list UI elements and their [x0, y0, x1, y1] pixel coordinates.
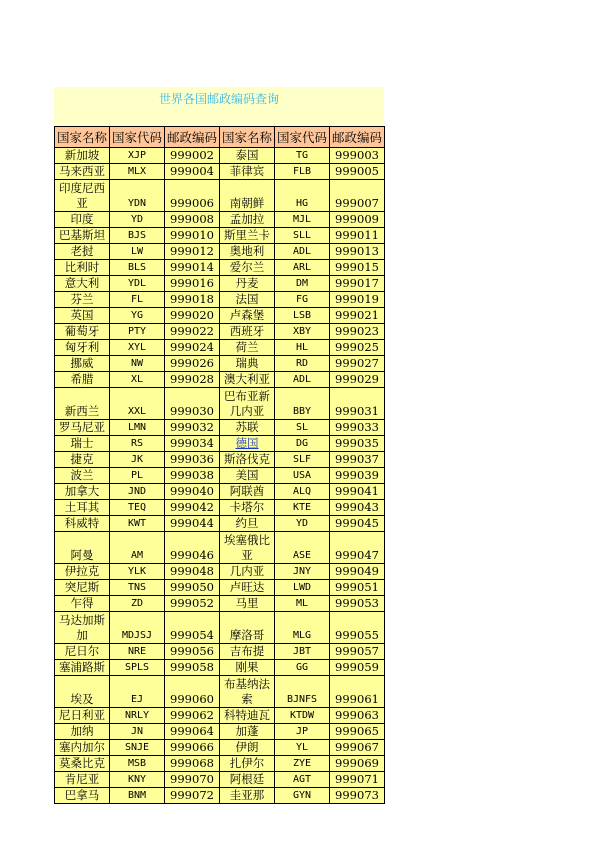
postal-code-cell: 999034 [165, 436, 220, 452]
table-row [55, 516, 385, 532]
country-code-cell: SLL [275, 228, 330, 244]
country-name-cell[interactable]: 德国 [220, 436, 275, 452]
country-name-cell: 苏联 [220, 420, 275, 436]
postal-code-cell: 999028 [165, 372, 220, 388]
country-name-cell: 奥地利 [220, 244, 275, 260]
country-name-cell: 科特迪瓦 [220, 708, 275, 724]
spreadsheet [54, 87, 384, 804]
table-row [55, 356, 385, 372]
country-code-cell: YLK [110, 564, 165, 580]
postal-code-cell: 999047 [330, 532, 385, 564]
country-name-cell: 土耳其 [55, 500, 110, 516]
country-name-cell: 新加坡 [55, 148, 110, 164]
postal-code-cell: 999002 [165, 148, 220, 164]
country-name-cell: 吉布提 [220, 644, 275, 660]
country-name-cell: 巴拿马 [55, 788, 110, 804]
table-row [55, 484, 385, 500]
table-row [55, 228, 385, 244]
country-name-cell: 比利时 [55, 260, 110, 276]
country-code-cell: XBY [275, 324, 330, 340]
postal-code-cell: 999066 [165, 740, 220, 756]
postal-code-cell: 999014 [165, 260, 220, 276]
country-code-cell: MLG [275, 612, 330, 644]
postal-code-cell: 999058 [165, 660, 220, 676]
postal-code-cell: 999011 [330, 228, 385, 244]
country-name-cell: 肯尼亚 [55, 772, 110, 788]
table-row [55, 292, 385, 308]
country-code-cell: SLF [275, 452, 330, 468]
country-code-cell: GYN [275, 788, 330, 804]
country-name-cell: 英国 [55, 308, 110, 324]
postal-code-cell: 999007 [330, 180, 385, 212]
postal-code-cell: 999022 [165, 324, 220, 340]
postal-code-cell: 999012 [165, 244, 220, 260]
country-name-cell: 波兰 [55, 468, 110, 484]
country-code-cell: TEQ [110, 500, 165, 516]
country-code-cell: ALQ [275, 484, 330, 500]
postal-code-cell: 999059 [330, 660, 385, 676]
postal-code-cell: 999063 [330, 708, 385, 724]
postal-code-cell: 999041 [330, 484, 385, 500]
postal-code-cell: 999068 [165, 756, 220, 772]
postal-code-cell: 999072 [165, 788, 220, 804]
header-country-code-2: 国家代码 [275, 127, 330, 148]
country-code-cell: ARL [275, 260, 330, 276]
postal-code-cell: 999042 [165, 500, 220, 516]
country-name-cell: 突尼斯 [55, 580, 110, 596]
table-row [55, 436, 385, 452]
country-name-cell: 卡塔尔 [220, 500, 275, 516]
country-name-cell: 爱尔兰 [220, 260, 275, 276]
country-name-cell: 约旦 [220, 516, 275, 532]
country-name-cell: 卢森堡 [220, 308, 275, 324]
country-code-cell: KTE [275, 500, 330, 516]
country-code-cell: MJL [275, 212, 330, 228]
postal-code-cell: 999060 [165, 676, 220, 708]
country-name-cell: 马里 [220, 596, 275, 612]
table-row [55, 308, 385, 324]
table-row [55, 468, 385, 484]
country-code-cell: YD [275, 516, 330, 532]
table-row [55, 564, 385, 580]
postal-code-cell: 999020 [165, 308, 220, 324]
country-code-cell: XXL [110, 388, 165, 420]
country-code-cell: SNJE [110, 740, 165, 756]
table-row [55, 276, 385, 292]
country-name-cell: 刚果 [220, 660, 275, 676]
postal-code-cell: 999024 [165, 340, 220, 356]
country-name-cell: 意大利 [55, 276, 110, 292]
postal-code-cell: 999005 [330, 164, 385, 180]
title-row [54, 87, 384, 108]
country-code-cell: NRLY [110, 708, 165, 724]
table-row [55, 708, 385, 724]
table-row [55, 324, 385, 340]
postal-code-cell: 999065 [330, 724, 385, 740]
postal-code-cell: 999044 [165, 516, 220, 532]
country-name-cell: 埃及 [55, 676, 110, 708]
country-name-cell: 美国 [220, 468, 275, 484]
postal-code-cell: 999045 [330, 516, 385, 532]
table-row [55, 580, 385, 596]
postal-code-cell: 999071 [330, 772, 385, 788]
country-name-cell: 老挝 [55, 244, 110, 260]
country-name-cell: 丹麦 [220, 276, 275, 292]
country-name-cell: 塞浦路斯 [55, 660, 110, 676]
postal-code-table [54, 126, 385, 804]
country-code-cell: ZYE [275, 756, 330, 772]
country-code-cell: YD [110, 212, 165, 228]
country-name-cell: 埃塞俄比亚 [220, 532, 275, 564]
postal-code-cell: 999027 [330, 356, 385, 372]
country-name-cell: 印度 [55, 212, 110, 228]
postal-code-cell: 999062 [165, 708, 220, 724]
country-name-cell: 法国 [220, 292, 275, 308]
country-code-cell: ZD [110, 596, 165, 612]
postal-code-cell: 999052 [165, 596, 220, 612]
blank-row [54, 108, 384, 126]
postal-code-cell: 999035 [330, 436, 385, 452]
country-code-cell: HG [275, 180, 330, 212]
postal-code-cell: 999040 [165, 484, 220, 500]
country-code-cell: TG [275, 148, 330, 164]
country-name-cell: 斯里兰卡 [220, 228, 275, 244]
country-code-cell: AGT [275, 772, 330, 788]
postal-code-cell: 999026 [165, 356, 220, 372]
country-code-cell: DM [275, 276, 330, 292]
country-name-cell: 瑞典 [220, 356, 275, 372]
header-row [55, 127, 385, 148]
postal-code-cell: 999004 [165, 164, 220, 180]
table-row [55, 420, 385, 436]
country-code-cell: ADL [275, 372, 330, 388]
postal-code-cell: 999046 [165, 532, 220, 564]
postal-code-cell: 999055 [330, 612, 385, 644]
country-name-cell: 西班牙 [220, 324, 275, 340]
table-row [55, 772, 385, 788]
country-name-cell: 芬兰 [55, 292, 110, 308]
postal-code-cell: 999048 [165, 564, 220, 580]
country-code-cell: PL [110, 468, 165, 484]
postal-code-cell: 999061 [330, 676, 385, 708]
country-name-cell: 匈牙利 [55, 340, 110, 356]
country-code-cell: YL [275, 740, 330, 756]
country-code-cell: XYL [110, 340, 165, 356]
country-code-cell: JP [275, 724, 330, 740]
postal-code-cell: 999039 [330, 468, 385, 484]
country-code-cell: BNM [110, 788, 165, 804]
table-row [55, 596, 385, 612]
country-name-cell: 莫桑比克 [55, 756, 110, 772]
country-code-cell: JBT [275, 644, 330, 660]
country-code-cell: YG [110, 308, 165, 324]
country-code-cell: DG [275, 436, 330, 452]
country-code-cell: YDL [110, 276, 165, 292]
country-code-cell: JK [110, 452, 165, 468]
country-code-cell: BBY [275, 388, 330, 420]
country-name-cell: 塞内加尔 [55, 740, 110, 756]
postal-code-cell: 999016 [165, 276, 220, 292]
postal-code-cell: 999070 [165, 772, 220, 788]
country-code-cell: LW [110, 244, 165, 260]
table-row [55, 788, 385, 804]
postal-code-cell: 999031 [330, 388, 385, 420]
country-name-cell: 孟加拉 [220, 212, 275, 228]
table-row [55, 244, 385, 260]
table-body [55, 148, 385, 804]
postal-code-cell: 999009 [330, 212, 385, 228]
country-name-cell: 印度尼西亚 [55, 180, 110, 212]
table-row [55, 164, 385, 180]
country-code-cell: SL [275, 420, 330, 436]
country-code-cell: USA [275, 468, 330, 484]
country-name-cell: 科威特 [55, 516, 110, 532]
country-name-cell: 布基纳法索 [220, 676, 275, 708]
country-name-cell: 荷兰 [220, 340, 275, 356]
country-code-cell: BJS [110, 228, 165, 244]
table-row [55, 372, 385, 388]
postal-code-cell: 999033 [330, 420, 385, 436]
country-code-cell: XL [110, 372, 165, 388]
country-code-cell: KNY [110, 772, 165, 788]
country-code-cell: FG [275, 292, 330, 308]
country-code-cell: RD [275, 356, 330, 372]
country-code-cell: LSB [275, 308, 330, 324]
postal-code-cell: 999017 [330, 276, 385, 292]
table-row [55, 452, 385, 468]
country-code-cell: FLB [275, 164, 330, 180]
country-name-cell: 挪威 [55, 356, 110, 372]
country-code-cell: JN [110, 724, 165, 740]
country-name-cell: 伊朗 [220, 740, 275, 756]
header-postal-code-1: 邮政编码 [165, 127, 220, 148]
country-name-cell: 摩洛哥 [220, 612, 275, 644]
table-row [55, 740, 385, 756]
table-row [55, 532, 385, 564]
country-name-cell: 阿联酋 [220, 484, 275, 500]
header-country-name-2: 国家名称 [220, 127, 275, 148]
postal-code-cell: 999064 [165, 724, 220, 740]
country-code-cell: ML [275, 596, 330, 612]
postal-code-cell: 999029 [330, 372, 385, 388]
table-row [55, 756, 385, 772]
country-name-cell: 斯洛伐克 [220, 452, 275, 468]
country-code-cell: HL [275, 340, 330, 356]
country-code-cell: KTDW [275, 708, 330, 724]
country-code-cell: NRE [110, 644, 165, 660]
country-name-cell: 葡萄牙 [55, 324, 110, 340]
country-name-cell: 澳大利亚 [220, 372, 275, 388]
country-code-cell: PTY [110, 324, 165, 340]
postal-code-cell: 999019 [330, 292, 385, 308]
postal-code-cell: 999006 [165, 180, 220, 212]
country-name-cell: 马来西亚 [55, 164, 110, 180]
postal-code-cell: 999008 [165, 212, 220, 228]
country-name-cell: 尼日利亚 [55, 708, 110, 724]
header-country-code-1: 国家代码 [110, 127, 165, 148]
postal-code-cell: 999037 [330, 452, 385, 468]
country-code-cell: GG [275, 660, 330, 676]
postal-code-cell: 999043 [330, 500, 385, 516]
country-name-cell: 扎伊尔 [220, 756, 275, 772]
country-name-cell: 瑞士 [55, 436, 110, 452]
country-name-cell: 阿根廷 [220, 772, 275, 788]
country-code-cell: LMN [110, 420, 165, 436]
country-code-cell: MDJSJ [110, 612, 165, 644]
country-code-cell: JNY [275, 564, 330, 580]
country-code-cell: SPLS [110, 660, 165, 676]
country-code-cell: BLS [110, 260, 165, 276]
country-name-cell: 加拿大 [55, 484, 110, 500]
country-code-cell: LWD [275, 580, 330, 596]
postal-code-cell: 999054 [165, 612, 220, 644]
postal-code-cell: 999036 [165, 452, 220, 468]
header-postal-code-2: 邮政编码 [330, 127, 385, 148]
table-row [55, 724, 385, 740]
postal-code-cell: 999023 [330, 324, 385, 340]
country-code-cell: XJP [110, 148, 165, 164]
table-row [55, 212, 385, 228]
postal-code-cell: 999030 [165, 388, 220, 420]
country-name-cell: 卢旺达 [220, 580, 275, 596]
country-code-cell: NW [110, 356, 165, 372]
country-code-cell: TNS [110, 580, 165, 596]
country-code-cell: KWT [110, 516, 165, 532]
country-code-cell: FL [110, 292, 165, 308]
table-row [55, 676, 385, 708]
country-name-cell: 圭亚那 [220, 788, 275, 804]
country-code-cell: YDN [110, 180, 165, 212]
postal-code-cell: 999051 [330, 580, 385, 596]
table-row [55, 612, 385, 644]
country-name-cell: 南朝鲜 [220, 180, 275, 212]
country-name-cell: 加蓬 [220, 724, 275, 740]
postal-code-cell: 999003 [330, 148, 385, 164]
sheet-title: 世界各国邮政编码查询 [158, 92, 279, 106]
postal-code-cell: 999013 [330, 244, 385, 260]
country-code-cell: ADL [275, 244, 330, 260]
postal-code-cell: 999049 [330, 564, 385, 580]
country-name-cell: 几内亚 [220, 564, 275, 580]
table-row [55, 644, 385, 660]
postal-code-cell: 999010 [165, 228, 220, 244]
country-name-cell: 泰国 [220, 148, 275, 164]
country-code-cell: JND [110, 484, 165, 500]
country-name-cell: 乍得 [55, 596, 110, 612]
table-row [55, 500, 385, 516]
country-name-cell: 加纳 [55, 724, 110, 740]
table-row [55, 660, 385, 676]
country-code-cell: MLX [110, 164, 165, 180]
postal-code-cell: 999015 [330, 260, 385, 276]
table-row [55, 148, 385, 164]
postal-code-cell: 999069 [330, 756, 385, 772]
country-name-cell: 捷克 [55, 452, 110, 468]
header-country-name-1: 国家名称 [55, 127, 110, 148]
country-code-cell: RS [110, 436, 165, 452]
postal-code-cell: 999018 [165, 292, 220, 308]
postal-code-cell: 999050 [165, 580, 220, 596]
postal-code-cell: 999067 [330, 740, 385, 756]
postal-code-cell: 999056 [165, 644, 220, 660]
postal-code-cell: 999073 [330, 788, 385, 804]
postal-code-cell: 999057 [330, 644, 385, 660]
country-name-cell: 新西兰 [55, 388, 110, 420]
table-row [55, 180, 385, 212]
country-name-cell: 马达加斯加 [55, 612, 110, 644]
country-name-cell: 巴基斯坦 [55, 228, 110, 244]
country-code-cell: BJNFS [275, 676, 330, 708]
country-name-cell: 伊拉克 [55, 564, 110, 580]
country-code-cell: ASE [275, 532, 330, 564]
postal-code-cell: 999053 [330, 596, 385, 612]
country-code-cell: MSB [110, 756, 165, 772]
table-row [55, 340, 385, 356]
table-row [55, 260, 385, 276]
country-name-cell: 罗马尼亚 [55, 420, 110, 436]
country-code-cell: EJ [110, 676, 165, 708]
country-name-cell: 阿曼 [55, 532, 110, 564]
postal-code-cell: 999032 [165, 420, 220, 436]
country-name-cell: 希腊 [55, 372, 110, 388]
country-code-cell: AM [110, 532, 165, 564]
country-name-cell: 菲律宾 [220, 164, 275, 180]
country-name-cell: 巴布亚新几内亚 [220, 388, 275, 420]
postal-code-cell: 999025 [330, 340, 385, 356]
postal-code-cell: 999021 [330, 308, 385, 324]
table-row [55, 388, 385, 420]
country-name-cell: 尼日尔 [55, 644, 110, 660]
postal-code-cell: 999038 [165, 468, 220, 484]
